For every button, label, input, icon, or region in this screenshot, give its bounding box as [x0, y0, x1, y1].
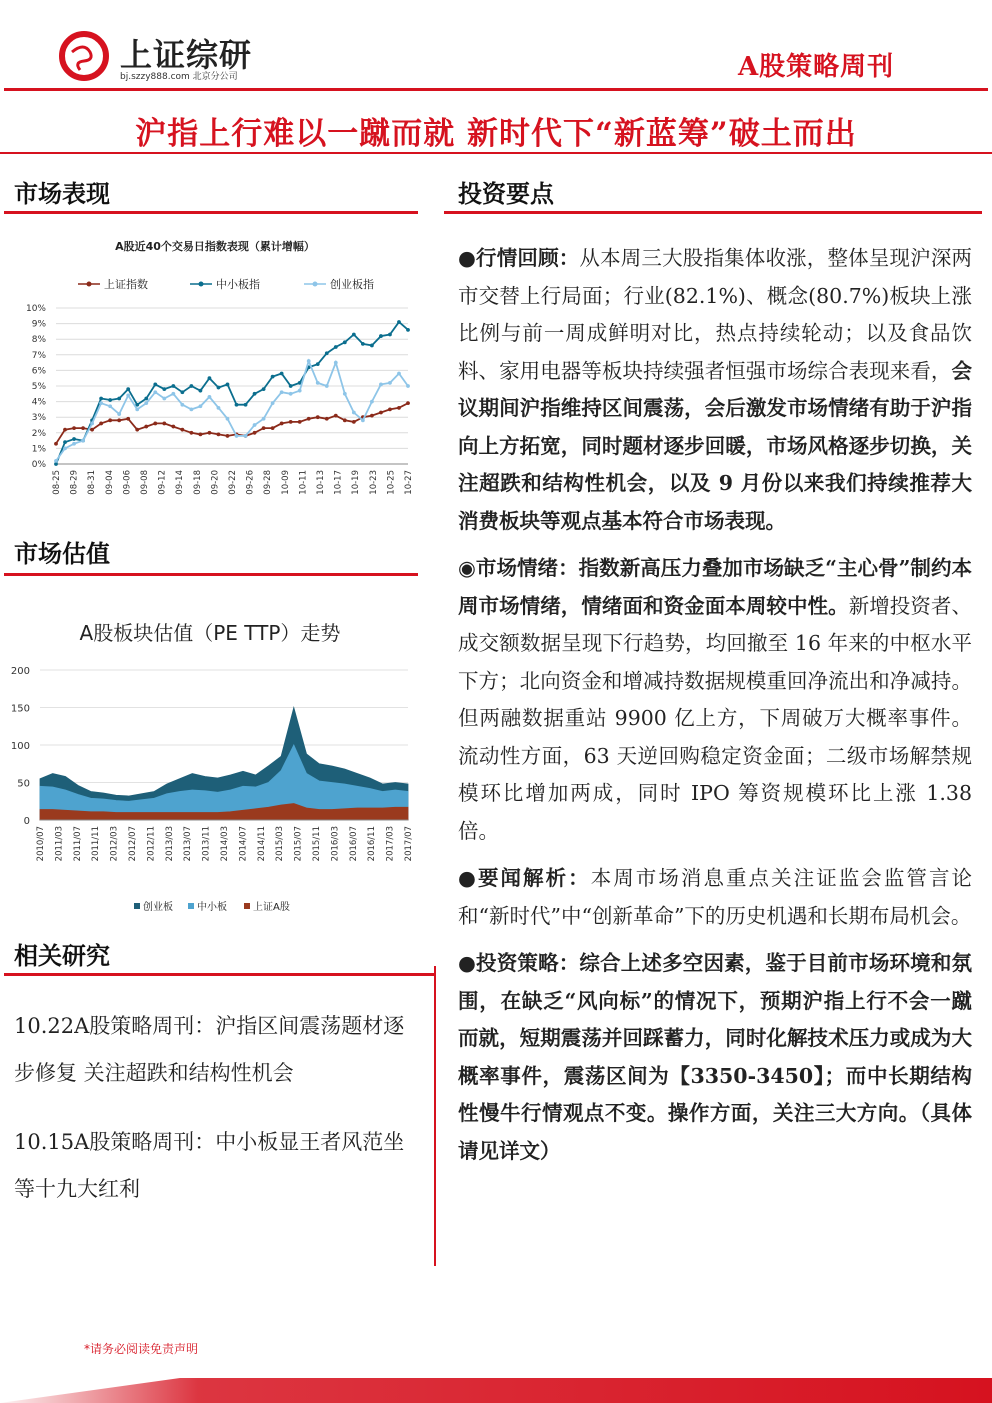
data-point: [171, 384, 175, 388]
data-point: [108, 404, 112, 408]
x-tick-label: 09-22: [228, 470, 238, 495]
x-tick-label: 10-11: [298, 470, 309, 495]
header-rule: [4, 88, 988, 91]
x-tick-label: 2010/07: [36, 826, 46, 862]
x-tick-label: 09-08: [140, 470, 150, 495]
data-point: [135, 428, 139, 432]
x-tick-label: 2013/11: [201, 826, 212, 862]
data-point: [199, 432, 203, 436]
data-point: [370, 414, 374, 418]
data-point: [81, 439, 85, 443]
section-rule: [444, 211, 982, 214]
data-point: [99, 422, 103, 426]
data-point: [280, 422, 284, 426]
x-tick-label: 2011/03: [54, 826, 65, 862]
disclaimer-link[interactable]: *请务必阅读免责声明: [84, 1342, 199, 1356]
data-point: [171, 425, 175, 429]
data-point: [271, 375, 275, 379]
data-point: [199, 404, 203, 408]
data-point: [199, 389, 203, 393]
series-line: [56, 403, 408, 444]
data-point: [370, 400, 374, 404]
data-point: [343, 340, 347, 344]
data-point: [262, 426, 266, 430]
data-point: [72, 426, 76, 430]
data-point: [162, 397, 166, 401]
data-point: [144, 397, 148, 401]
data-point: [352, 411, 356, 415]
section-rule: [4, 211, 418, 214]
data-point: [235, 403, 239, 407]
x-tick-label: 09-04: [104, 470, 115, 495]
data-point: [126, 417, 130, 421]
data-point: [72, 442, 76, 446]
data-point: [289, 384, 293, 388]
data-point: [325, 351, 329, 355]
y-tick-label: 8%: [31, 335, 46, 346]
data-point: [189, 431, 193, 435]
legend-marker: [199, 282, 204, 287]
data-point: [189, 408, 193, 412]
section-title-related-research: 相关研究: [14, 942, 110, 970]
data-point: [397, 320, 401, 324]
data-point: [226, 383, 230, 387]
legend-label: 创业板: [143, 902, 173, 913]
data-point: [361, 418, 365, 422]
data-point: [325, 417, 329, 421]
data-point: [54, 442, 58, 446]
legend-marker: [313, 282, 318, 287]
point-market-sentiment: ◉市场情绪：指数新高压力叠加市场缺乏“主心骨”制约本周市场情绪，情绪面和资金面本周较中性。新增投资者、成交额数据呈现下行趋势，均回撤至 16 年来的中枢水平下方；北向资金和增减持数据规模重回净流出和净减持。但两融数据重站 9900 亿上方，下周破万大概率事件。流动性方面，63 天逆回购稳定资金面；二级市场解禁规模环比增加两成，同时 IPO 筹资规模环比上涨 1.38 倍。: [458, 556, 972, 843]
data-point: [289, 420, 293, 424]
data-point: [352, 333, 356, 337]
data-point: [253, 423, 257, 427]
data-point: [171, 392, 175, 396]
y-tick-label: 10%: [25, 304, 46, 314]
x-tick-label: 2014/11: [256, 826, 267, 862]
data-point: [388, 333, 392, 337]
legend-marker: [87, 282, 92, 287]
x-tick-label: 2015/07: [293, 826, 304, 862]
data-point: [208, 395, 212, 399]
data-point: [208, 431, 212, 435]
footer-bar: [0, 1378, 992, 1403]
data-point: [334, 345, 338, 349]
x-tick-label: 2011/07: [72, 826, 83, 862]
chart-title: A股板块估值（PE TTP）走势: [79, 621, 341, 645]
data-point: [208, 376, 212, 380]
section-title-market-valuation: 市场估值: [14, 540, 110, 568]
related-research-item[interactable]: 10.15A股策略周刊：中小板显王者风范坐等十九大红利: [14, 1130, 405, 1201]
data-point: [244, 434, 248, 438]
x-tick-label: 2015/11: [312, 826, 322, 862]
legend-swatch: [134, 903, 140, 909]
data-point: [72, 437, 76, 441]
data-point: [271, 426, 275, 430]
data-point: [63, 428, 67, 432]
x-tick-label: 10-13: [316, 470, 326, 495]
y-tick-label: 5%: [31, 382, 46, 392]
report-type: A股策略周刊: [738, 52, 895, 82]
data-point: [289, 392, 293, 396]
data-point: [117, 412, 121, 416]
data-point: [117, 418, 121, 422]
data-point: [144, 425, 148, 429]
x-tick-label: 08-31: [87, 470, 98, 495]
brand-url: bj.szzy888.com 北京分公司: [120, 72, 238, 82]
x-tick-label: 2012/03: [109, 826, 120, 862]
data-point: [325, 384, 329, 388]
data-point: [334, 361, 338, 365]
series-line: [56, 322, 408, 464]
x-tick-label: 2016/11: [367, 826, 378, 862]
brand-name: 上证综研: [120, 36, 253, 74]
data-point: [162, 387, 166, 391]
x-tick-label: 2015/03: [275, 826, 286, 862]
y-tick-label: 9%: [31, 319, 46, 330]
data-point: [298, 420, 302, 424]
data-point: [217, 406, 221, 410]
data-point: [406, 328, 410, 332]
valuation-chart: [0, 586, 430, 916]
legend-label: 创业板指: [330, 278, 374, 291]
x-tick-label: 10-09: [280, 470, 291, 495]
y-tick-label: 100: [10, 741, 30, 752]
x-tick-label: 2014/03: [220, 826, 230, 862]
data-point: [180, 428, 184, 432]
x-tick-label: 09-06: [122, 470, 133, 495]
x-tick-label: 2011/11: [91, 826, 102, 862]
x-tick-label: 08-29: [69, 470, 80, 495]
data-point: [379, 383, 383, 387]
data-point: [126, 387, 130, 391]
data-point: [90, 428, 94, 432]
data-point: [90, 422, 94, 426]
point-market-review: ●行情回顾：从本周三大股指集体收涨，整体呈现沪深两市交替上行局面；行业(82.1%)、概念(80.7%)板块上涨比例与前一周成鲜明对比，热点持续轮动；以及食品饮料、家用电器等板块持续强者恒强市场综合表现来看，会议期间沪指维持区间震荡，会后激发市场情绪有助于沪指向上方拓宽，同时题材逐步回暖，市场风格逐步切换，关注超跌和结构性机会，以及 9 月份以来我们持续推荐大消费板块等观点基本符合市场表现。: [458, 246, 973, 533]
x-tick-label: 2017/03: [385, 826, 396, 862]
data-point: [307, 417, 311, 421]
x-tick-label: 09-12: [157, 470, 168, 495]
data-point: [235, 434, 239, 438]
y-tick-label: 2%: [31, 428, 46, 439]
x-tick-label: 2016/03: [330, 826, 341, 862]
data-point: [316, 381, 320, 385]
related-research-item[interactable]: 10.22A股策略周刊：沪指区间震荡题材逐步修复 关注超跌和结构性机会: [14, 1014, 405, 1085]
x-tick-label: 10-25: [386, 470, 397, 495]
data-point: [144, 401, 148, 405]
legend-swatch: [188, 903, 194, 909]
data-point: [253, 392, 257, 396]
data-point: [397, 406, 401, 410]
data-point: [406, 401, 410, 405]
x-tick-label: 10-17: [333, 470, 344, 495]
data-point: [162, 422, 166, 426]
data-point: [153, 390, 157, 394]
x-tick-label: 10-19: [351, 470, 362, 495]
data-point: [280, 390, 284, 394]
data-point: [316, 362, 320, 366]
legend-label: 中小板指: [216, 278, 260, 291]
section-rule: [4, 573, 418, 576]
data-point: [108, 418, 112, 422]
data-point: [316, 415, 320, 419]
data-point: [334, 414, 338, 418]
data-point: [226, 417, 230, 421]
data-point: [361, 342, 365, 346]
x-tick-label: 2013/03: [164, 826, 175, 862]
x-tick-label: 2013/07: [183, 826, 194, 862]
data-point: [388, 381, 392, 385]
data-point: [271, 401, 275, 405]
x-tick-label: 2017/07: [404, 826, 414, 862]
index-performance-chart: [0, 224, 430, 524]
section-rule: [4, 973, 434, 976]
data-point: [244, 403, 248, 407]
y-tick-label: 0: [23, 816, 30, 827]
x-tick-label: 10-23: [368, 470, 379, 495]
data-point: [379, 411, 383, 415]
x-tick-label: 2012/11: [146, 826, 157, 862]
data-point: [180, 403, 184, 407]
legend-label: 上证A股: [253, 902, 290, 913]
data-point: [262, 417, 266, 421]
legend-swatch: [244, 903, 250, 909]
y-tick-label: 50: [17, 778, 30, 790]
investment-points: [458, 240, 972, 1180]
chart-title: A股近40个交易日指数表现（累计增幅）: [115, 240, 315, 253]
logo-icon: [58, 30, 110, 82]
data-point: [81, 426, 85, 430]
headline: 沪指上行难以一蹴而就 新时代下“新蓝筹”破土而出: [135, 116, 857, 152]
data-point: [343, 418, 347, 422]
data-point: [280, 372, 284, 376]
x-tick-label: 09-26: [245, 470, 256, 495]
x-tick-label: 2014/07: [238, 826, 249, 862]
data-point: [63, 440, 67, 444]
data-point: [379, 334, 383, 338]
data-point: [99, 401, 103, 405]
data-point: [99, 397, 103, 401]
data-point: [406, 384, 410, 388]
y-tick-label: 3%: [31, 413, 46, 424]
series-line: [56, 361, 408, 461]
data-point: [153, 422, 157, 426]
x-tick-label: 08-25: [52, 470, 62, 495]
point-news-analysis: ●要闻解析：本周市场消息重点关注证监会监管言论和“新时代”中“创新革命”下的历史机遇和长期布局机会。: [458, 866, 973, 928]
legend-label: 上证指数: [104, 278, 148, 291]
data-point: [253, 431, 257, 435]
headline-rule: [0, 152, 992, 154]
x-tick-label: 09-14: [175, 470, 186, 495]
data-point: [108, 398, 112, 402]
data-point: [352, 420, 356, 424]
data-point: [217, 432, 221, 436]
x-tick-label: 2016/07: [348, 826, 359, 862]
y-tick-label: 1%: [31, 444, 46, 455]
x-tick-label: 09-28: [263, 470, 274, 495]
column-divider: [434, 966, 436, 1266]
data-point: [135, 408, 139, 412]
data-point: [189, 384, 193, 388]
data-point: [343, 392, 347, 396]
data-point: [307, 359, 311, 363]
data-point: [54, 459, 58, 463]
data-point: [153, 383, 157, 387]
data-point: [262, 387, 266, 391]
data-point: [397, 372, 401, 376]
section-title-investment-points: 投资要点: [458, 180, 554, 208]
y-tick-label: 200: [10, 666, 30, 677]
x-tick-label: 09-18: [192, 470, 203, 495]
y-tick-label: 4%: [31, 397, 46, 408]
y-tick-label: 0%: [31, 460, 46, 470]
data-point: [217, 386, 221, 390]
y-tick-label: 7%: [31, 350, 46, 361]
data-point: [63, 447, 67, 451]
data-point: [126, 393, 130, 397]
x-tick-label: 09-20: [210, 470, 221, 495]
data-point: [370, 344, 374, 348]
data-point: [180, 390, 184, 394]
data-point: [226, 434, 230, 438]
y-tick-label: 6%: [31, 366, 46, 377]
legend-label: 中小板: [197, 902, 227, 913]
x-tick-label: 10-27: [404, 470, 414, 495]
section-title-market-performance: 市场表现: [14, 180, 110, 208]
data-point: [117, 397, 121, 401]
y-tick-label: 150: [10, 703, 30, 715]
point-investment-strategy: ●投资策略：综合上述多空因素，鉴于目前市场环境和氛围，在缺乏“风向标”的情况下，预期沪指上行不会一蹴而就，短期震荡并回踩蓄力，同时化解技术压力或成为大概率事件，震荡区间为【3350-3450】；而中长期结构性慢牛行情观点不变。操作方面，关注三大方向。（具体请见详文）: [458, 951, 973, 1163]
data-point: [388, 408, 392, 412]
x-tick-label: 2012/07: [128, 826, 138, 862]
data-point: [298, 389, 302, 393]
